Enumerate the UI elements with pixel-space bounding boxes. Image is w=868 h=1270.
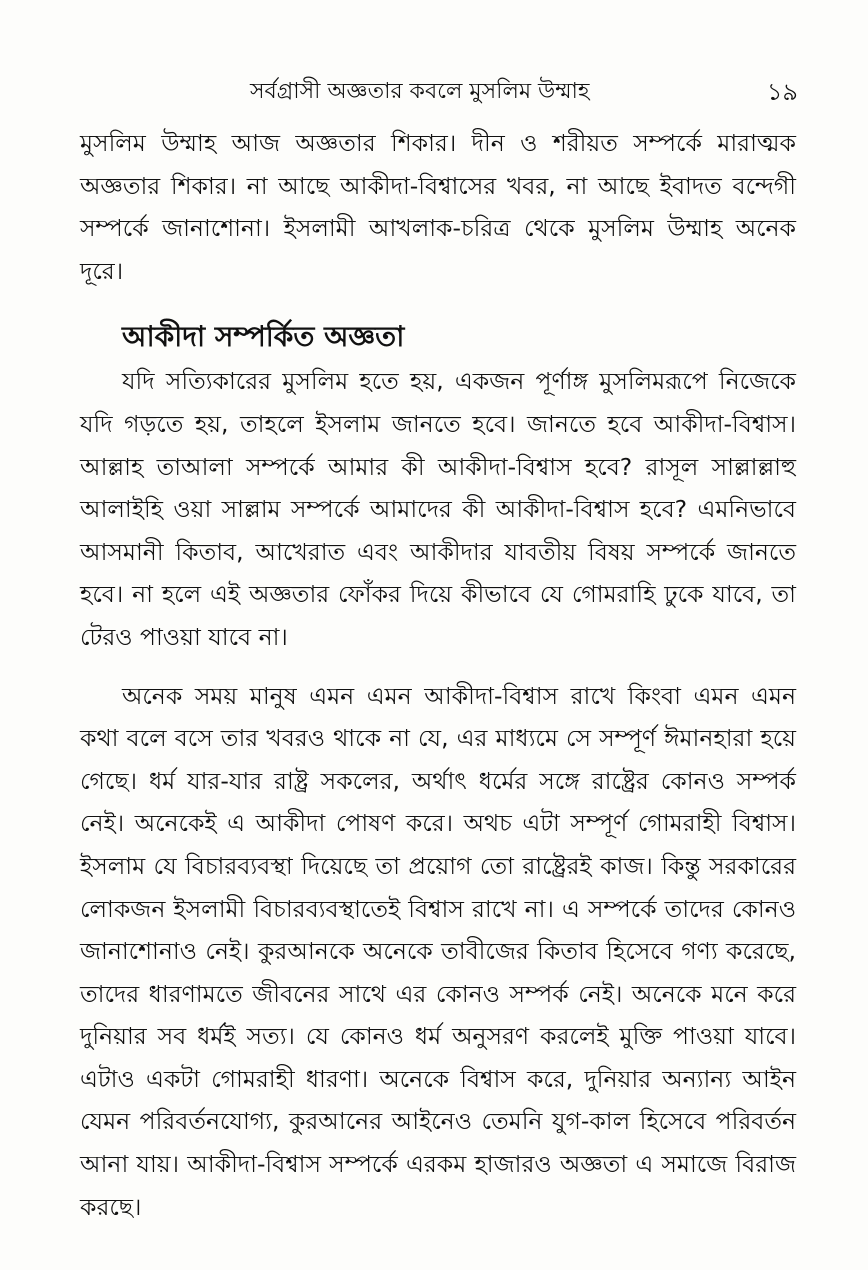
running-header	[0, 72, 868, 112]
page-number: ১৯	[766, 78, 798, 106]
paragraph-misconceptions: অনেক সময় মানুষ এমন এমন আকীদা-বিশ্বাস রাখে কিংবা এমন এমন কথা বলে বসে তার খবরও থাকে না যে, এর মাধ্যমে সে সম্পূর্ণ ঈমানহারা হয়ে গেছে। ধর্ম যার-যার রাষ্ট্র সকলের, অর্থাৎ ধর্মের সঙ্গে রাষ্ট্রের কোনও সম্পর্ক নেই। অনেকেই এ আকীদা পোষণ করে। অথচ এটা সম্পূর্ণ গোমরাহী বিশ্বাস। ইসলাম যে বিচারব্যবস্থা দিয়েছে তা প্রয়োগ তো রাষ্ট্রেরই কাজ। কিন্তু সরকারের লোকজন ইসলামী বিচারব্যবস্থাতেই বিশ্বাস রাখে না। এ সম্পর্কে তাদের কোনও জানাশোনাও নেই। কুরআনকে অনেকে তাবীজের কিতাব হিসেবে গণ্য করেছে, তাদের ধারণামতে জীবনের সাথে এর কোনও সম্পর্ক নেই। অনেকে মনে করে দুনিয়ার সব ধর্মই সত্য। যে কোনও ধর্ম অনুসরণ করলেই মুক্তি পাওয়া যাবে। এটাও একটা গোমরাহী ধারণা। অনেকে বিশ্বাস করে, দুনিয়ার অন্যান্য আইন যেমন পরিবর্তনযোগ্য, কুরআনের আইনেও তেমনি যুগ-কাল হিসেবে পরিবর্তন আনা যায়। আকীদা-বিশ্বাস সম্পর্কে এরকম হাজারও অজ্ঞতা এ সমাজে বিরাজ করছে।	[80, 681, 796, 1221]
paragraph-aqeedah: যদি সত্যিকারের মুসলিম হতে হয়, একজন পূর্ণাঙ্গ মুসলিমরূপে নিজেকে যদি গড়তে হয়, তাহলে ইসলাম জানতে হবে। জানতে হবে আকীদা-বিশ্বাস। আল্লাহ তাআলা সম্পর্কে আমার কী আকীদা-বিশ্বাস হবে? রাসূল সাল্লাল্লাহু আলাইহি ওয়া সাল্লাম সম্পর্কে আমাদের কী আকীদা-বিশ্বাস হবে? এমনিভাবে আসমানী কিতাব, আখেরাত এবং আকীদার যাবতীয় বিষয় সম্পর্কে জানতে হবে। না হলে এই অজ্ঞতার ফোঁকর দিয়ে কীভাবে যে গোমরাহি ঢুকে যাবে, তা টেরও পাওয়া যাবে না।	[80, 367, 796, 651]
body-text	[80, 122, 796, 1228]
section-heading: আকীদা সম্পর্কিত অজ্ঞতা	[122, 320, 405, 354]
paragraph-intro: মুসলিম উম্মাহ আজ অজ্ঞতার শিকার। দীন ও শরীয়ত সম্পর্কে মারাত্মক অজ্ঞতার শিকার। না আছে আকীদা-বিশ্বাসের খবর, না আছে ইবাদত বন্দেগী সম্পর্কে জানাশোনা। ইসলামী আখলাক-চরিত্র থেকে মুসলিম উম্মাহ অনেক দূরে।	[80, 129, 796, 285]
running-title: সর্বগ্রাসী অজ্ঞতার কবলে মুসলিম উম্মাহ	[250, 79, 590, 104]
